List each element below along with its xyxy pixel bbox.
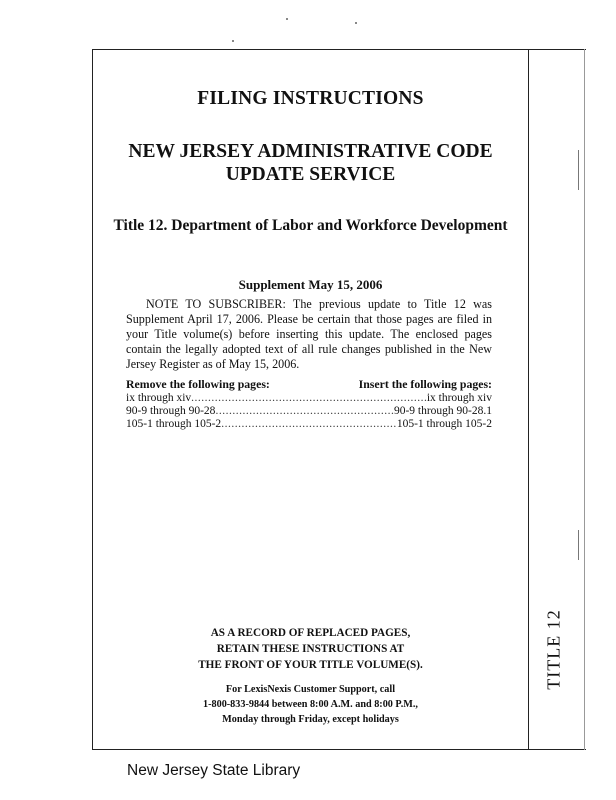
- page-list-row: [126, 418, 492, 431]
- dot-leader: [191, 392, 427, 405]
- supplement-date: Supplement May 15, 2006: [238, 277, 383, 292]
- retain-line: THE FRONT OF YOUR TITLE VOLUME(S).: [198, 659, 423, 671]
- customer-support-info: [93, 682, 528, 727]
- remove-pages-value: ix through xiv: [126, 392, 192, 404]
- remove-pages-value: 105-1 through 105-2: [126, 418, 222, 430]
- insert-pages-header: Insert the following pages:: [358, 377, 492, 391]
- page-list-row: [126, 392, 492, 405]
- retain-line: RETAIN THESE INSTRUCTIONS AT: [216, 643, 405, 655]
- insert-pages-value: ix through xiv: [426, 392, 492, 404]
- subscriber-note-text: NOTE TO SUBSCRIBER: The previous update to Title 12 was Supplement April 17, 2006. Please be certain that those pages are filed in your Title volume(s) before inserting this update. The enclosed pages contain the legally adopted text of all rule changes published in the New Jersey Register as of May 15, 2006.: [126, 297, 492, 371]
- remove-pages-value: 90-9 through 90-28: [126, 405, 216, 417]
- code-heading-line1: NEW JERSEY ADMINISTRATIVE CODE: [128, 141, 493, 162]
- retain-line: AS A RECORD OF REPLACED PAGES,: [210, 627, 411, 639]
- tab-divider-line: [528, 49, 529, 750]
- tab-edge-line: [584, 49, 585, 750]
- retain-instructions: [93, 625, 528, 673]
- scan-speck: [355, 22, 357, 24]
- title-heading: Title 12. Department of Labor and Workforce Development: [113, 217, 508, 234]
- page-frame-bottom: [92, 749, 586, 750]
- remove-pages-header: Remove the following pages:: [126, 377, 270, 391]
- insert-pages-value: 90-9 through 90-28.1: [393, 405, 492, 417]
- title-tab-label: TITLE 12: [543, 608, 564, 690]
- support-line: Monday through Friday, except holidays: [222, 714, 399, 725]
- dot-leader: [221, 418, 397, 431]
- support-line: For LexisNexis Customer Support, call: [225, 684, 396, 695]
- filing-instructions-heading: FILING INSTRUCTIONS: [197, 88, 424, 109]
- tab-edge-mark: [578, 530, 579, 560]
- title-tab: [532, 610, 576, 688]
- dot-leader: [215, 405, 394, 418]
- tab-edge-mark: [578, 150, 579, 190]
- page-replacement-list: [126, 378, 492, 431]
- page-list-header: [126, 378, 492, 391]
- page-frame-top: [92, 49, 586, 50]
- library-footer: New Jersey State Library: [127, 762, 301, 779]
- support-line: 1-800-833-9844 between 8:00 A.M. and 8:00 P.M.,: [203, 699, 418, 710]
- scan-speck: [286, 18, 288, 20]
- scan-speck: [232, 40, 234, 42]
- subscriber-note: [126, 297, 492, 372]
- code-heading-line2: UPDATE SERVICE: [225, 164, 396, 185]
- insert-pages-value: 105-1 through 105-2: [396, 418, 492, 430]
- page-list-row: [126, 405, 492, 418]
